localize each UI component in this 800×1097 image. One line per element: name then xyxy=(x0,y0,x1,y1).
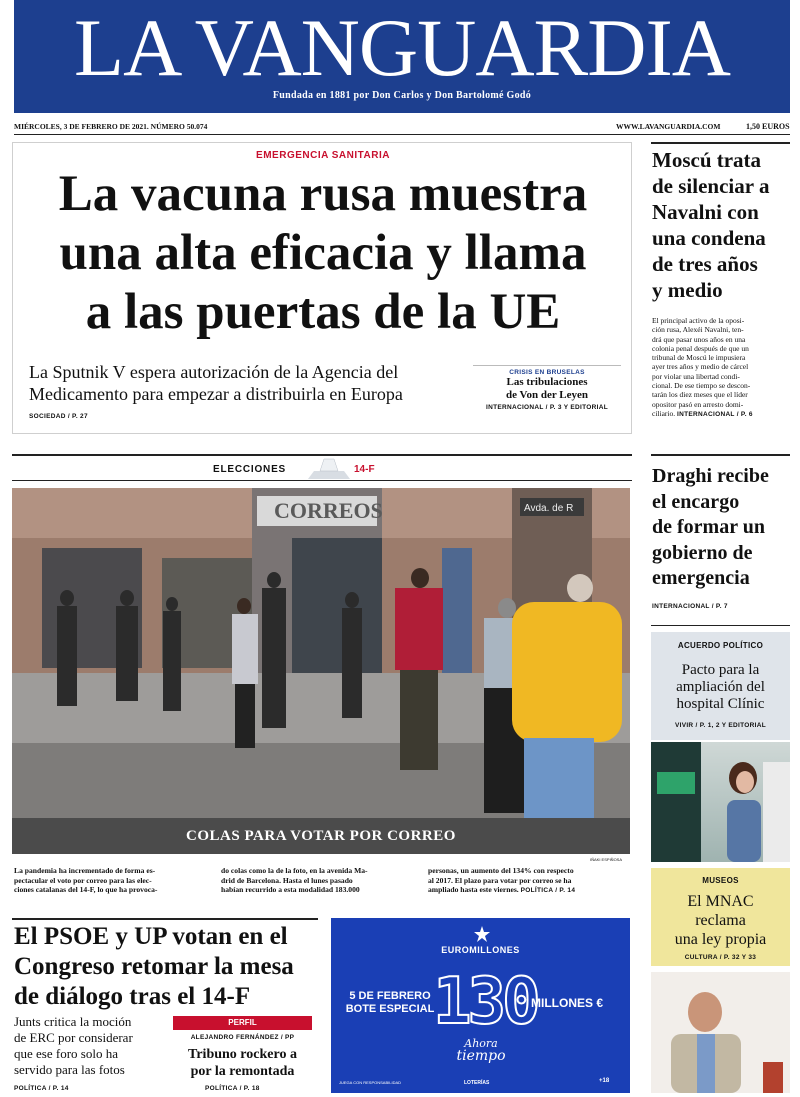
euromillones-ad[interactable] xyxy=(331,918,630,1093)
clinic-section: VIVIR / P. 1, 2 Y EDITORIAL xyxy=(674,722,767,729)
newspaper-logo[interactable]: LA VANGUARDIA xyxy=(74,2,730,93)
founded-line: Fundada en 1881 por Don Carlos y Don Bartolomé Godó xyxy=(272,90,532,101)
price: 1,50 EUROS xyxy=(746,122,790,131)
mnac-kicker: MUSEOS xyxy=(702,876,739,885)
lead-section[interactable]: SOCIEDAD / P. 27 xyxy=(29,413,88,420)
ad-right: MILLONES € xyxy=(531,996,604,1010)
mnac-section: CULTURA / P. 32 Y 33 xyxy=(684,954,757,961)
correos-sign: CORREOS xyxy=(274,498,383,523)
clinic-title: Pacto para la ampliación del hospital Clínic xyxy=(676,662,765,712)
mnac-photo xyxy=(651,972,790,1093)
ad-footer-right: +18 xyxy=(599,1078,610,1084)
website-link[interactable]: WWW.LAVANGUARDIA.COM xyxy=(616,122,721,131)
ad-footer-left: JUEGA CON RESPONSABILIDAD xyxy=(339,1080,402,1085)
elections-photo[interactable] xyxy=(12,488,630,854)
sidebar-title: Las tribulaciones de Von der Leyen xyxy=(505,376,588,401)
lead-headline[interactable]: La vacuna rusa muestra una alta eficacia y llama a las puertas de la UE xyxy=(58,166,588,340)
sidebar-kicker: CRISIS EN BRUSELAS xyxy=(509,369,585,376)
photo-credit: IÑAKI ESPIÑOSA xyxy=(590,857,623,862)
ad-amount: 130 xyxy=(433,965,537,1039)
clinic-teaser[interactable] xyxy=(651,632,790,740)
psoe-section[interactable]: POLÍTICA / P. 14 xyxy=(14,1085,69,1092)
psoe-headline[interactable]: El PSOE y UP votan en el Congreso retomar la mesa de diálogo tras el 14-F xyxy=(14,923,294,1010)
divider xyxy=(651,625,790,626)
draghi-headline[interactable]: Draghi recibe el encargo de formar un gobierno de emergencia xyxy=(652,465,769,589)
perfil-section[interactable]: POLÍTICA / P. 18 xyxy=(205,1085,260,1092)
lead-story[interactable] xyxy=(12,142,632,434)
clinic-kicker: ACUERDO POLÍTICO xyxy=(677,641,764,650)
navalni-section[interactable]: INTERNACIONAL / P. 6 xyxy=(677,410,753,418)
navalni-body: El principal activo de la oposi- ción rusa, Alexéi Navalni, ten- drá que pasar unos años en una colonia penal después de que un tribunal de Moscú le impusiera ayer tres años y medio de cárcel por violar una libertad condi- cional. De ese tiempo se descon- tarán los diez meses que el líder opositor pasó en arresto domi- ciliario. INTERNACIONAL / P. 6 xyxy=(652,316,753,418)
ad-left: 5 DE FEBRERO BOTE ESPECIAL xyxy=(345,990,435,1015)
divider xyxy=(12,918,318,920)
clinic-photo xyxy=(651,742,790,862)
perfil-title[interactable]: Tribuno rockero a por la remontada xyxy=(188,1047,297,1079)
lead-kicker: EMERGENCIA SANITARIA xyxy=(256,150,390,161)
navalni-headline[interactable]: Moscú trata de silenciar a Navalni con una condena de tres años y medio xyxy=(652,148,770,302)
elections-label: ELECCIONES xyxy=(213,464,287,475)
street-sign: Avda. de R xyxy=(524,503,574,514)
photo-caption: COLAS PARA VOTAR POR CORREO xyxy=(12,818,630,854)
ad-footer-center: LOTERÍAS xyxy=(464,1080,490,1086)
divider xyxy=(14,134,790,135)
divider xyxy=(651,142,790,144)
mnac-title: El MNAC reclama una ley propia xyxy=(674,893,767,948)
mnac-teaser[interactable] xyxy=(651,868,790,966)
sidebar-section: INTERNACIONAL / P. 3 Y EDITORIAL xyxy=(485,404,609,411)
ad-brand: EUROMILLONES xyxy=(441,945,520,955)
draghi-section[interactable]: INTERNACIONAL / P. 7 xyxy=(652,603,728,610)
sidebar-brussels[interactable] xyxy=(473,365,621,411)
psoe-body: Junts critica la moción de ERC por considerar que ese foro solo ha servido para las fotos xyxy=(14,1014,133,1077)
ballot-box-icon xyxy=(306,455,352,481)
star-icon xyxy=(473,926,491,942)
elections-section[interactable]: POLÍTICA / P. 14 xyxy=(520,887,576,894)
elections-col-1: La pandemia ha incrementado de forma es- pectacular el voto por correo para las elec- ciones catalanas del 14-F, lo que ha provoca- xyxy=(14,866,158,894)
elections-date: 14-F xyxy=(354,464,375,475)
elections-col-2: do colas como la de la foto, en la avenida Ma- drid de Barcelona. Hasta el lunes pasado habían recurrido a esta modalidad 183.000 xyxy=(221,866,368,894)
perfil-byline: ALEJANDRO FERNÁNDEZ / PP xyxy=(190,1034,295,1041)
elections-col-3: personas, un aumento del 134% con respecto al 2017. El plazo para votar por correo se ha ampliado hasta este viernes. POLÍTICA / P. 14 xyxy=(428,866,576,894)
ad-script: Ahora tiempo xyxy=(456,1037,506,1064)
dateline: MIÉRCOLES, 3 DE FEBRERO DE 2021. NÚMERO 50.074 xyxy=(14,122,208,131)
divider xyxy=(651,454,790,456)
masthead xyxy=(14,0,790,113)
lead-deck: La Sputnik V espera autorización de la Agencia del Medicamento para empezar a distribuirla en Europa xyxy=(29,362,403,404)
perfil-kicker: PERFIL xyxy=(173,1016,312,1030)
